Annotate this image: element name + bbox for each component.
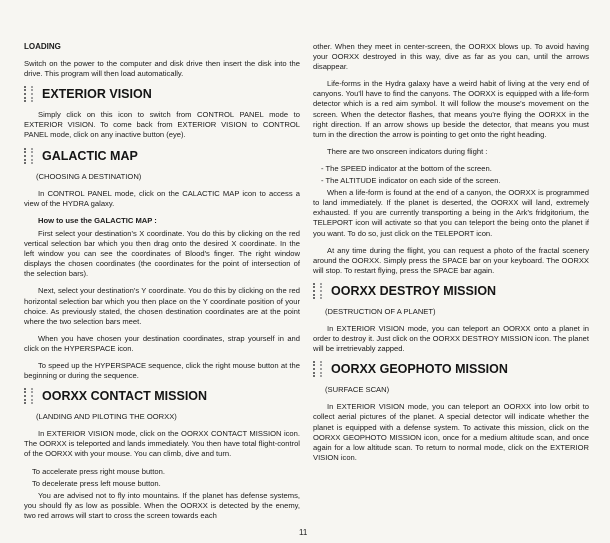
speed-indicator-line: - The SPEED indicator at the bottom of the screen.	[321, 163, 492, 173]
galactic-map-p4: When you have chosen your destination coordinates, strap yourself in and click on the HYPERSPACE icon.	[24, 333, 300, 353]
destroy-mission-p1: In EXTERIOR VISION mode, you can teleport an OORXX onto a planet in order to destroy it. Just click on the OORXX DESTROY MISSION icon. The planet will be irretrievably zapped.	[313, 323, 589, 354]
galactic-map-title: GALACTIC MAP	[42, 148, 138, 163]
continued-paragraph: other. When they meet in center-screen, the OORXX blows up. To avoid having your OORXX destroyed in this way, dive as far as you can, until the arrows disappear.	[313, 42, 589, 72]
section-marker-icon	[24, 86, 33, 102]
landing-paragraph: When a life-form is found at the end of a canyon, the OORXX is programmed to land immediately. If the planet is deserted, the OORXX will land, extremely exhausted. If you are currently transporting a being in the Ark's fridgitorium, the TELEPORT icon will activate so that you can teleport the being onto the planet if you want. To do so, just click on the TELEPORT icon.	[313, 188, 589, 238]
section-marker-icon	[313, 283, 322, 299]
galactic-map-heading	[24, 148, 300, 164]
galactic-map-howto: How to use the GALACTIC MAP :	[38, 215, 157, 225]
exterior-vision-paragraph: Simply click on this icon to switch from CONTROL PANEL mode to EXTERIOR VISION. To come back from EXTERIOR VISION to CONTROL PANEL mode, click on any inactive button (eye).	[24, 110, 300, 140]
exterior-vision-title: EXTERIOR VISION	[42, 87, 152, 102]
photo-paragraph: At any time during the flight, you can request a photo of the fractal scenery around the OORXX. Simply press the SPACE bar on your keyboard. The OORXX will stop. To restart flying, press the SPACE bar again.	[313, 245, 589, 275]
exterior-vision-heading	[24, 86, 300, 102]
contact-mission-title: OORXX CONTACT MISSION	[42, 389, 208, 404]
altitude-indicator-line: - The ALTITUDE indicator on each side of the screen.	[321, 176, 501, 186]
destroy-mission-heading	[313, 283, 589, 299]
decelerate-line: To decelerate press left mouse button.	[32, 478, 161, 488]
section-marker-icon	[24, 388, 33, 404]
galactic-map-subtitle: (CHOOSING A DESTINATION)	[36, 171, 142, 181]
indicators-intro: There are two onscreen indicators during flight :	[327, 146, 488, 156]
geophoto-mission-subtitle: (SURFACE SCAN)	[325, 385, 390, 395]
loading-paragraph: Switch on the power to the computer and disk drive then insert the disk into the drive. This program will then load automatically.	[24, 59, 300, 79]
contact-mission-subtitle: (LANDING AND PILOTING THE OORXX)	[36, 412, 177, 422]
left-column	[24, 42, 300, 528]
galactic-map-p3: Next, select your destination's Y coordinate. You do this by clicking on the red horizontal selection bar which you then place on the Y coordinate position of your choice. As previously stated, the chosen destination coordinates are at the point where the two selection bars meet.	[24, 286, 300, 326]
accelerate-line: To accelerate press right mouse button.	[32, 466, 165, 476]
contact-mission-p1: In EXTERIOR VISION mode, click on the OORXX CONTACT MISSION icon. The OORXX is teleported and lands immediately. You then have total flight-control of the OORXX with your mouse. You can climb, dive and turn.	[24, 429, 300, 459]
geophoto-mission-heading	[313, 361, 589, 377]
destroy-mission-subtitle: (DESTRUCTION OF A PLANET)	[325, 306, 436, 316]
page-number: 11	[299, 528, 308, 537]
right-column	[313, 42, 589, 470]
geophoto-mission-title: OORXX GEOPHOTO MISSION	[331, 362, 508, 377]
loading-heading: LOADING	[24, 42, 61, 51]
destroy-mission-title: OORXX DESTROY MISSION	[331, 283, 497, 298]
contact-mission-p2: You are advised not to fly into mountains. If the planet has defense systems, you should fly as low as possible. When the OORXX is detected by the enemy, two red arrows will start to cross the screen towards each	[24, 490, 300, 520]
galactic-map-p2: First select your destination's X coordinate. You do this by clicking on the red vertical selection bar which you then drag onto the desired X coordinate. In the left window you can see the coordinates of Blood's finger. The right window displays the chosen coordinates (the coordinates for the point of intersection of the selection bars).	[24, 228, 300, 279]
galactic-map-p1: In CONTROL PANEL mode, click on the CALACTIC MAP icon to access a view of the HYDRA galaxy.	[24, 188, 300, 208]
galactic-map-p5: To speed up the HYPERSPACE sequence, click the right mouse button at the beginning or during the sequence.	[24, 360, 300, 381]
geophoto-mission-p1: In EXTERIOR VISION mode, you can teleport an OORXX into low orbit to collect aerial pictures of the planet. A special detector will indicate whether the planet is equipped with a defense system. To activate this mission, click on the OORXX GEOPHOTO MISSION icon, once for a medium altitude scan, and once again for a low altitude scan. To return to normal mode, click on the EXTERIOR VISION icon.	[313, 402, 589, 462]
section-marker-icon	[24, 148, 33, 164]
lifeform-paragraph: Life-forms in the Hydra galaxy have a weird habit of living at the very end of canyons. You'll have to find the canyons. The OORXX is equipped with a life-form detector which is a red aim symbol. It will follow the mouse's movement on the screen. When the detector flashes, that means you're flying the OORXX in the right direction. If an arrow shows up beside the detector, that means you must turn in the direction the arrow is pointing to get onto the right heading.	[313, 79, 589, 139]
contact-mission-heading	[24, 388, 300, 404]
section-marker-icon	[313, 361, 322, 377]
